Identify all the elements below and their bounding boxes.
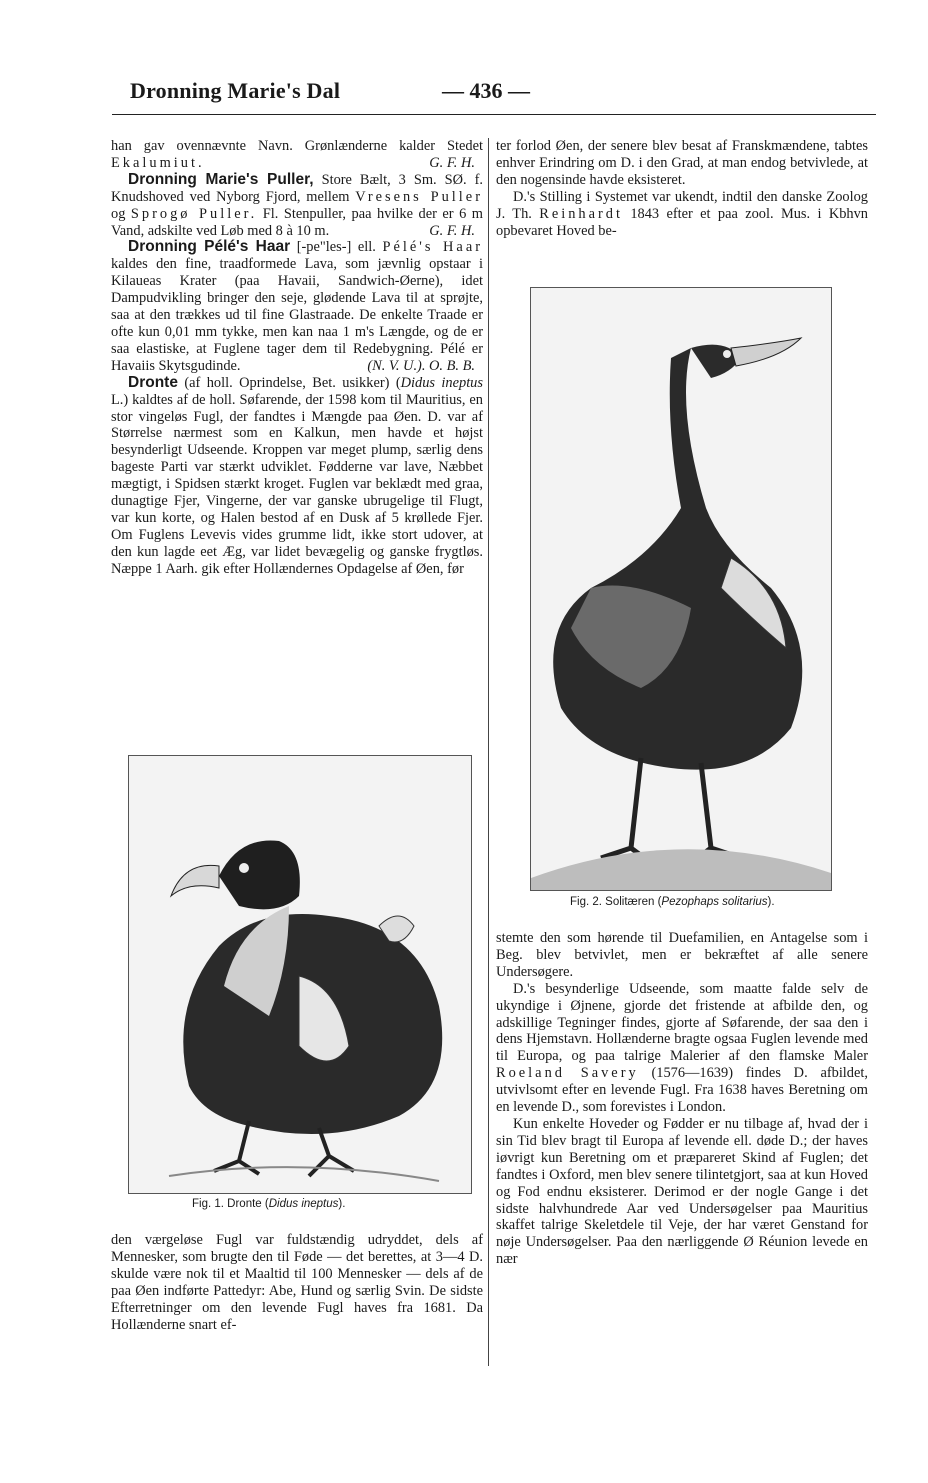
paragraph-right-2: D.'s Stilling i Systemet var ukendt, indtil den danske Zoolog J. Th. Reinhardt 1843 efter et paa zool. Mus. i Kbhvn opbevaret Hoved be- — [496, 188, 868, 239]
figure-1-caption: Fig. 1. Dronte (Didus ineptus). — [192, 1198, 346, 1210]
solitaire-illustration — [531, 288, 831, 890]
signature: G. F. H. — [429, 222, 475, 239]
header-rule — [112, 114, 876, 115]
left-column-top — [111, 138, 483, 578]
signature: (N. V. U.). O. B. B. — [367, 357, 475, 374]
paragraph-right-1: ter forlod Øen, der senere blev besat af Franskmændene, tabtes enhver Erindring om D. i den Grad, at man endog betvivlede, at den nogensinde havde eksisteret. — [496, 138, 868, 188]
entry-pele-haar: Dronning Pélé's Haar [-pe"les-] ell. Pélé's Haar kaldes den fine, traadformede Lava, som jævnlig opstaar i Kilaueas Krater (paa Havaii, Sandwich-Øerne), idet Dampudvikling bringer den seje, glødende Lava til at sprøjte, saa at den trækkes ud til fine Glastraade. De enkelte Traade er ofte kun 0,01 mm tykke, men kan naa 1 m's Længde, og de er saa elastiske, at Fuglene tager dem til Redebygning. Pélé er Havaiis Skytsgudinde. (N. V. U.). O. B. B. — [111, 238, 483, 374]
entry-puller: Dronning Marie's Puller, Store Bælt, 3 Sm. SØ. f. Knudshoved ved Nyborg Fjord, mellem Vresens Puller og Sprogø Puller. Fl. Stenpuller, paa hvilke der er 6 m Vand, adskilte ved Løb med 8 à 10 m. G. F. H. — [111, 170, 484, 239]
page-number: — 436 — — [442, 78, 530, 103]
page-header — [130, 78, 872, 112]
left-column-bottom — [111, 1232, 483, 1333]
headword: Dronning Pélé's Haar — [128, 238, 291, 256]
column-divider — [488, 138, 489, 1366]
paragraph-right-4: D.'s besynderlige Udseende, som maatte falde selv de ukyndige i Øjnene, gjorde det fristende at afbilde den, og adskillige Tegninger findes, gjorte af Søfarende, der saa den i dens Hjemstavn. Hollænderne bragte ogsaa Fuglen levende med til Europa, og paa talrige Malerier af den flamske Maler Roeland Savery (1576—1639) findes D. afbildet, utvivlsomt efter en levende Fugl. Fra 1638 haves Beretning om en levende D., som forevistes i London. — [496, 980, 868, 1116]
entry-dronte: Dronte (af holl. Oprindelse, Bet. usikker) (Didus ineptus L.) kaldtes af de holl. Søfarende, der 1598 kom til Mauritius, en stor vingeløs Fugl, der fandtes i Mængde paa Øen. D. var af Størrelse nærmest som en Kalkun, men havde et højst besynderligt Udseende. Kroppen var meget plump, særlig dens bageste Parti var stærkt udviklet. Fødderne var lave, Næbbet mægtigt, i Spidsen stærkt kroget. Fuglen var beklædt med graa, dunagtige Fjer, Vingerne, der var ganske ubrugelige til Flugt, var kun korte, og Halen bestod af en Dusk af 5 krøllede Fjer. Om Fuglens Levevis vides grumme lidt, ikke stort udover, at den kun lagde eet Æg, var lidet bevægelig og ganske frygtløs. Næppe 1 Aarh. gik efter Hollændernes Opdagelse af Øen, før — [111, 373, 483, 577]
paragraph-dronte-cont: den værgeløse Fugl var fuldstændig udryddet, dels af Mennesker, som brugte den til Føde — det berettes, at 3—4 D. skulde være nok til et Maaltid til 100 Mennesker — dels af de paa Øen indførte Pattedyr: Abe, Hund og særlig Svin. De sidste Efterretninger om den levende Fugl haves fra 1681. Da Hollænderne snart ef- — [111, 1232, 483, 1333]
figure-2-caption: Fig. 2. Solitæren (Pezophaps solitarius). — [570, 896, 775, 908]
right-column-bottom — [496, 930, 868, 1268]
signature: G. F. H. — [429, 154, 475, 171]
paragraph-dal-end: han gav ovennævnte Navn. Grønlænderne kalder Stedet Ekalumiut. G. F. H. — [111, 138, 483, 171]
paragraph-right-5: Kun enkelte Hoveder og Fødder er nu tilbage af, hvad der i sin Tid blev bragt til Europa af levende ell. døde D.; der haves iøvrigt kun Beretning om et præpareret Skind af Fuglen; det fandtes i Oxford, men blev senere tilintetgjort, saa at kun Hoved og Fod endnu eksisterer. Derimod er der nogle Gange i det sidste halvhundrede Aar ved Undersøgelser paa Mauritius skaffet talrige Skeletdele til Veje, der har været Genstand for nøje Undersøgelser. Paa den nærliggende Ø Réunion levede en nær — [496, 1115, 868, 1268]
figure-solitaire — [530, 287, 832, 891]
figure-dodo — [128, 755, 472, 1194]
paragraph-right-3: stemte den som hørende til Duefamilien, en Antagelse som i Beg. blev betvivlet, men er bekræftet af alle senere Undersøgere. — [496, 930, 868, 980]
running-head: Dronning Marie's Dal — [130, 78, 341, 103]
headword: Dronte — [128, 373, 178, 391]
dodo-illustration — [129, 756, 471, 1193]
headword: Dronning Marie's Puller, — [128, 170, 314, 188]
right-column-top — [496, 138, 868, 239]
